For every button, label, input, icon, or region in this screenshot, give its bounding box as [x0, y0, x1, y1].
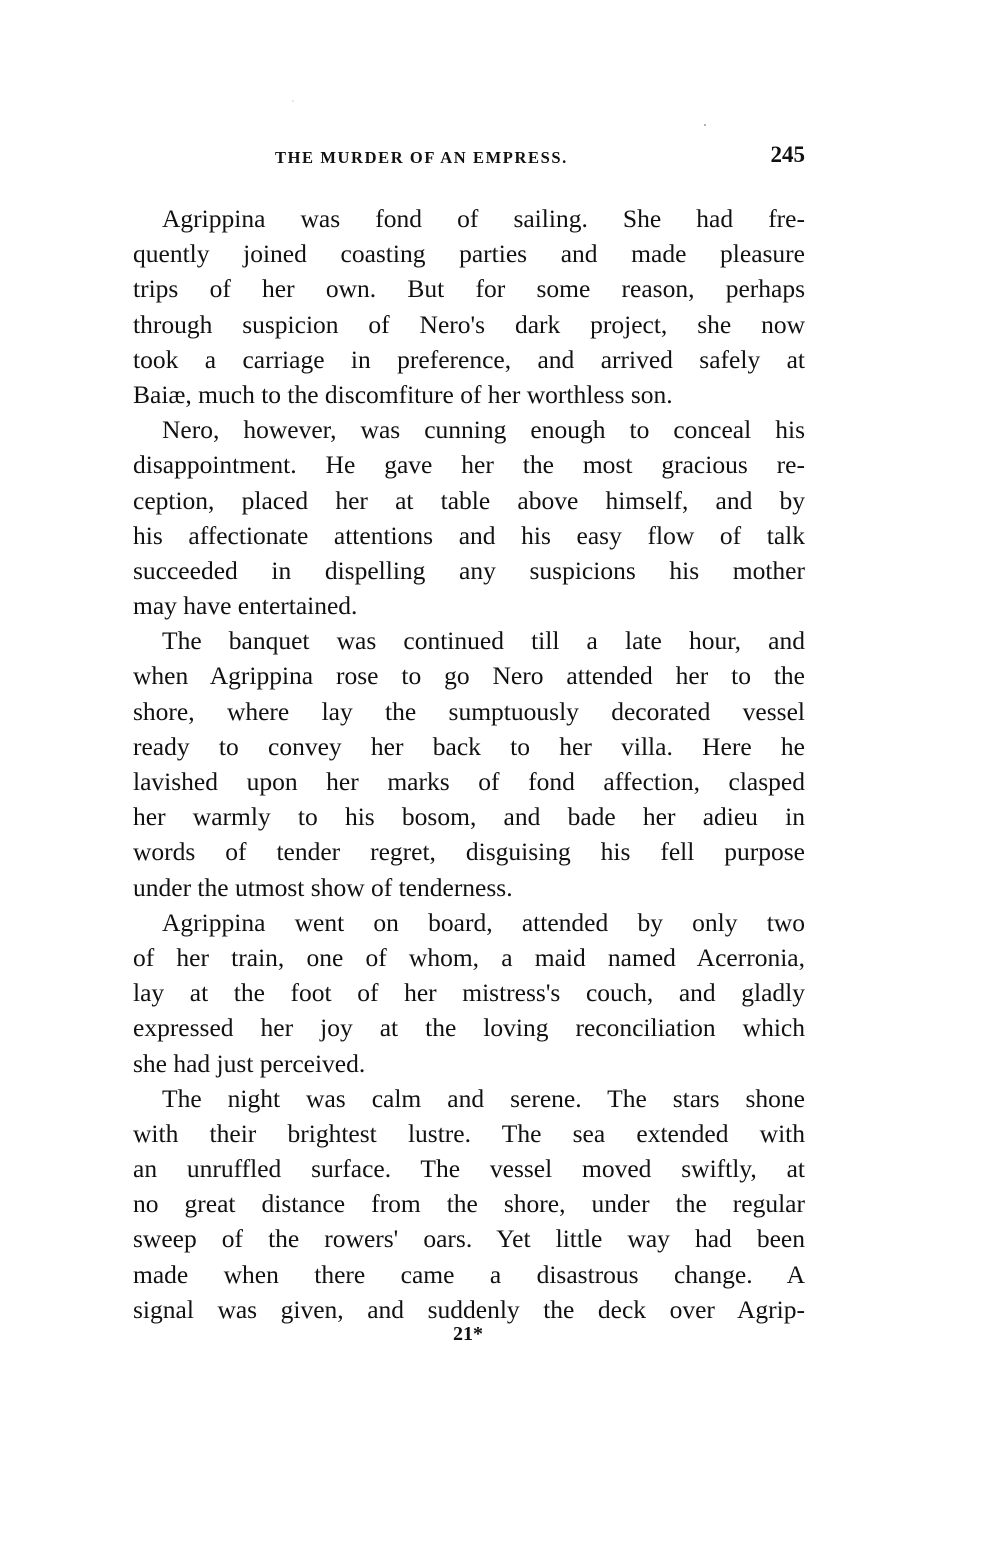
text-line: lavished upon her marks of fond affection, clasped [133, 767, 805, 796]
text-line: took a carriage in preference, and arrived safely at [133, 344, 805, 374]
text-line: quently joined coasting parties and made pleasure [133, 239, 805, 269]
paragraph [133, 1081, 805, 1327]
text-line: no great distance from the shore, under the regular [133, 1189, 805, 1219]
text-line: she had just perceived. [133, 1048, 366, 1078]
running-title: THE MURDER OF AN EMPRESS. [275, 148, 568, 167]
text-line: Baiæ, much to the discomfiture of her worthless son. [133, 379, 673, 409]
text-line: made when there came a disastrous change. A [133, 1259, 805, 1289]
text-line: may have entertained. [133, 591, 358, 621]
text-line: of her train, one of whom, a maid named Acerronia, [133, 942, 805, 972]
paragraph [133, 412, 805, 623]
text-line: succeeded in dispelling any suspicions his mother [133, 555, 805, 585]
text-line: signal was given, and suddenly the deck over Agrip- [133, 1294, 805, 1324]
text-line: under the utmost show of tenderness. [133, 872, 513, 902]
text-line: shore, where lay the sumptuously decorated vessel [133, 696, 805, 726]
running-head [275, 142, 805, 172]
paragraph [133, 623, 805, 905]
page-number: 245 [770, 142, 805, 167]
text-line: trips of her own. But for some reason, perhaps [133, 274, 805, 304]
text-line: expressed her joy at the loving reconciliation which [133, 1013, 805, 1043]
text-line: her warmly to his bosom, and bade her adieu in [133, 802, 805, 832]
scan-speck [704, 124, 706, 126]
body-text [133, 201, 805, 1327]
text-line: words of tender regret, disguising his fell purpose [133, 837, 805, 867]
text-line: Agrippina went on board, attended by only two [162, 907, 805, 937]
text-line: sweep of the rowers' oars. Yet little way had been [133, 1224, 805, 1254]
text-line: The banquet was continued till a late hour, and [162, 626, 805, 656]
text-line: ception, placed her at table above himself, and by [133, 485, 805, 515]
text-line: Agrippina was fond of sailing. She had fre- [162, 204, 805, 233]
text-line: when Agrippina rose to go Nero attended her to the [133, 661, 805, 691]
text-line: ready to convey her back to her villa. Here he [133, 731, 805, 761]
paragraph [133, 201, 805, 412]
paragraph [133, 905, 805, 1081]
text-line: disappointment. He gave her the most gracious re- [133, 450, 805, 480]
scan-speck [292, 100, 294, 102]
text-line: lay at the foot of her mistress's couch, and gladly [133, 978, 805, 1008]
text-line: with their brightest lustre. The sea extended with [133, 1118, 805, 1148]
text-line: an unruffled surface. The vessel moved swiftly, at [133, 1154, 805, 1184]
text-line: through suspicion of Nero's dark project, she now [133, 309, 805, 339]
text-line: his affectionate attentions and his easy flow of talk [133, 520, 805, 550]
signature-mark: 21* [453, 1323, 483, 1345]
text-line: Nero, however, was cunning enough to conceal his [162, 415, 805, 445]
text-line: The night was calm and serene. The stars shone [162, 1083, 805, 1113]
